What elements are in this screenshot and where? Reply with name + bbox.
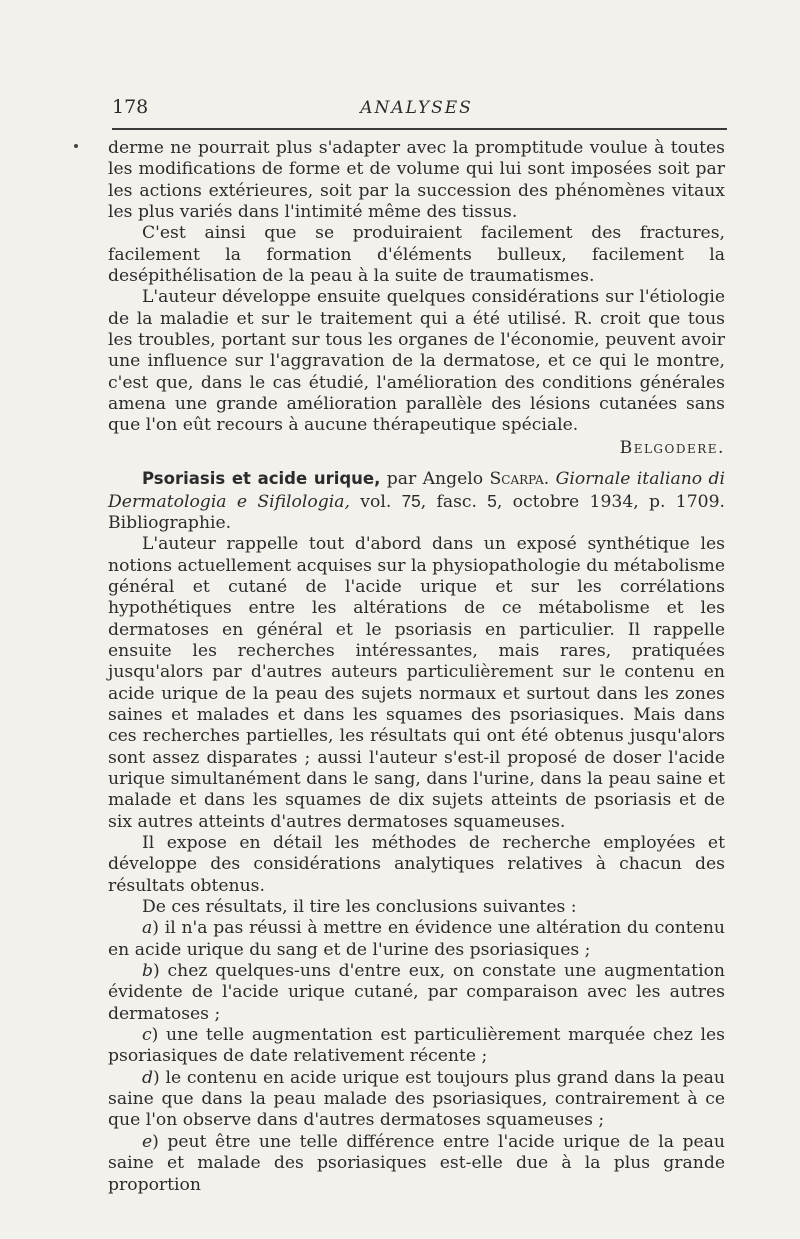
conclusion-item: e) peut être une telle différence entre l'acide urique de la peau saine et malade des psoriasiques est-elle due à la plus grande proportion xyxy=(108,1131,725,1195)
conclusion-item: c) une telle augmentation est particulièrement marquée chez les psoriasiques de date relativement récente ; xyxy=(108,1025,725,1067)
paragraph: Il expose en détail les méthodes de recherche employées et développe des considérations analytiques relatives à chacun des résultats obtenus. xyxy=(108,833,725,896)
paragraph: C'est ainsi que se produiraient facilement des fractures, facilement la formation d'éléments bulleux, facilement la desépithélisation de la peau à la suite de traumatismes. xyxy=(108,223,725,287)
conclusion-item: b) chez quelques-uns d'entre eux, on constate une augmentation évidente de l'acide urique cutané, par comparaison avec les autres dermatoses ; xyxy=(108,961,725,1024)
article-heading: Psoriasis et acide urique, par Angelo Scarpa. Giornale italiano di Dermatologia e Sifilologia, vol. 75, fasc. 5, octobre 1934, p. 1709. Bibliographie. xyxy=(108,469,725,533)
fascicle-number: 5 xyxy=(487,490,497,511)
conclusion-item: a) il n'a pas réussi à mettre en évidence une altération du contenu en acide urique du sang et de l'urine des psoriasiques ; xyxy=(108,918,725,960)
article-title: Psoriasis et acide urique, xyxy=(142,469,381,489)
reviewer-signature: Belgodere. xyxy=(619,437,725,458)
header-rule xyxy=(112,128,727,130)
author-last-name: Scarpa xyxy=(489,469,544,490)
year: 1934 xyxy=(589,491,634,512)
paragraph: L'auteur développe ensuite quelques considérations sur l'étiologie de la maladie et sur le traitement qui a été utilisé. R. croit que tous les troubles, portant sur tous les organes de l'économie, peuvent avoir une influence sur l'aggravation de la dermatose, et ce qui le montre, c'est que, dans le cas étudié, l'amélioration des conditions générales amena une grande amélioration parallèle des lésions cutanées sans que l'on eût recours à aucune thérapeutique spéciale. xyxy=(108,287,725,436)
page-ref: , p. 1709. xyxy=(633,491,725,512)
paragraph: derme ne pourrait plus s'adapter avec la promptitude voulue à toutes les modifications de forme et de volume qui lui sont imposées soit par les actions extérieures, soit par la succession des phénomènes vitaux les plus variés dans l'intimité même des tissus. xyxy=(108,138,725,223)
running-head: ANALYSES xyxy=(360,98,473,118)
volume-number: 75 xyxy=(401,490,421,511)
page-number: 178 xyxy=(112,96,149,118)
page-header xyxy=(108,96,725,122)
page-body xyxy=(108,138,725,1196)
author-first-name: Angelo xyxy=(422,469,490,490)
journal-name: Giornale italiano di Dermatologia e Sifilologia, xyxy=(108,469,725,512)
conclusion-item: d) le contenu en acide urique est toujours plus grand dans la peau saine que dans la peau malade des psoriasiques, contrairement à ce que l'on observe dans d'autres dermatoses squameuses ; xyxy=(108,1067,725,1131)
paragraph: De ces résultats, il tire les conclusions suivantes : xyxy=(142,897,577,918)
margin-mark xyxy=(74,144,78,148)
paragraph: L'auteur rappelle tout d'abord dans un exposé synthétique les notions actuellement acquises sur la physiopathologie du métabolisme général et cutané de l'acide urique et sur les corrélations hypothétiques entre les altérations de ce métabolisme et les dermatoses en général et le psoriasis en particulier. Il rappelle ensuite les recherches intéressantes, mais rares, pratiquées jusqu'alors par d'autres auteurs particulièrement sur le contenu en acide urique de la peau des sujets normaux et surtout dans les zones saines et malades et dans les squames des psoriasiques. Mais dans ces recherches partielles, les résultats qui ont été obtenus jusqu'alors sont assez disparates ; aussi l'auteur s'est-il proposé de doser l'acide urique simultanément dans le sang, dans l'urine, dans la peau saine et malade et dans les squames de dix sujets atteints de psoriasis et de six autres atteints d'autres dermatoses squameuses. xyxy=(108,534,725,832)
bibliography-note: Bibliographie. xyxy=(108,512,232,533)
